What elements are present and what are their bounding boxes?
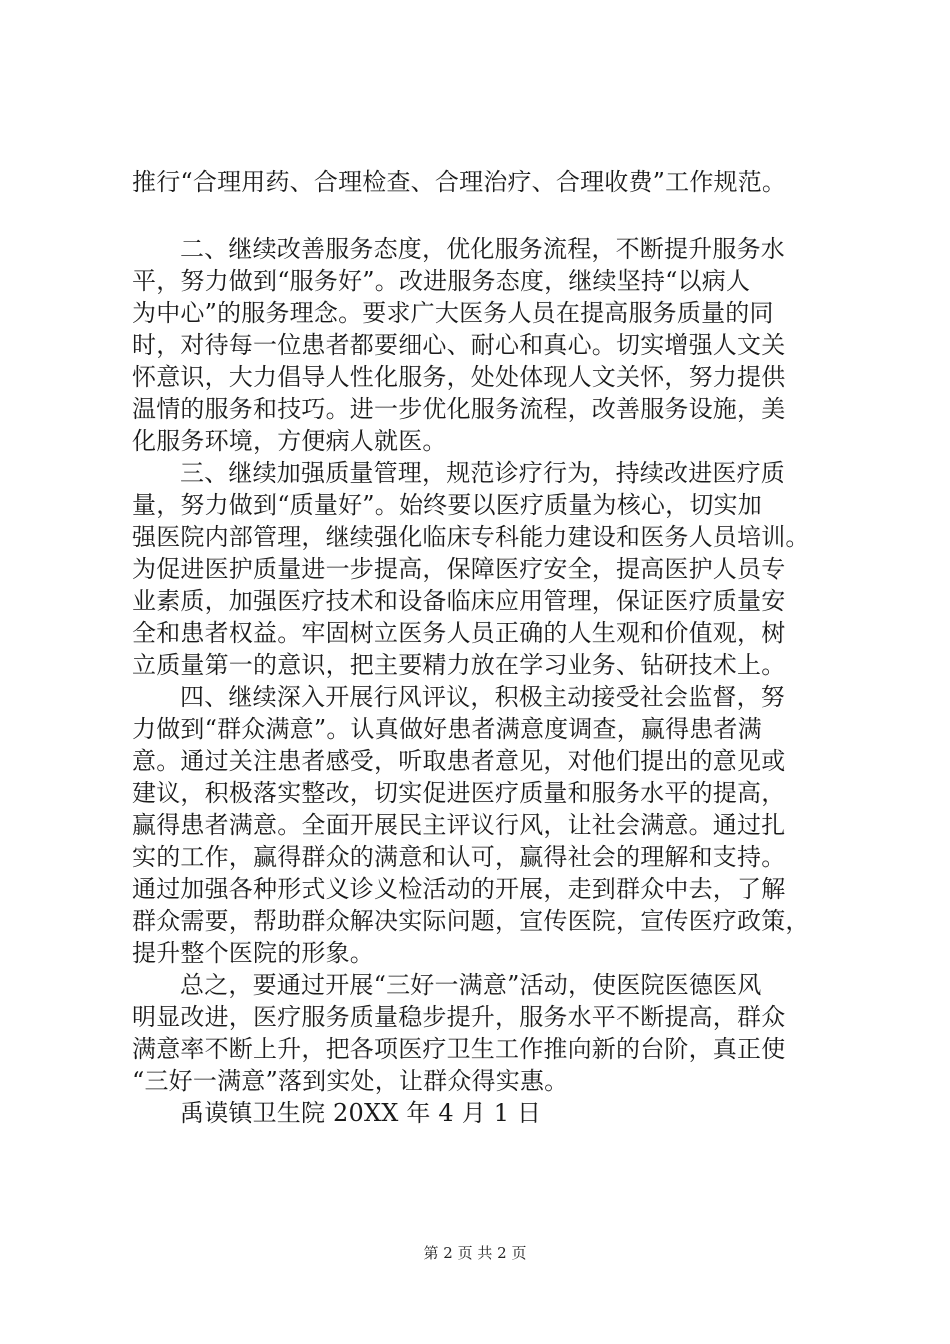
text-line: 赢得患者满意。全面开展民主评议行风，让社会满意。通过扎	[132, 811, 786, 839]
text-line: 量，努力做到“质量好”。始终要以医疗质量为核心，切实加	[132, 491, 762, 519]
text-line: 二、继续改善服务态度，优化服务流程，不断提升服务水	[180, 235, 785, 263]
text-line: 时，对待每一位患者都要细心、耐心和真心。切实增强人文关	[132, 331, 786, 359]
text-line: 意。通过关注患者感受，听取患者意见，对他们提出的意见或	[132, 747, 786, 775]
text-line: 化服务环境，方便病人就医。	[132, 427, 447, 455]
text-line: 为促进医护质量进一步提高，保障医疗安全，提高医护人员专	[132, 555, 786, 583]
text-line: 强医院内部管理，继续强化临床专科能力建设和医务人员培训。	[132, 523, 810, 551]
text-line: 怀意识，大力倡导人性化服务，处处体现人文关怀，努力提供	[132, 363, 786, 391]
signature-line: 禹谟镇卫生院 20XX 年 4 月 1 日	[180, 1099, 542, 1127]
text-line: 为中心”的服务理念。要求广大医务人员在提高服务质量的同	[132, 299, 774, 327]
text-line: 四、继续深入开展行风评议，积极主动接受社会监督，努	[180, 683, 785, 711]
text-line: 全和患者权益。牢固树立医务人员正确的人生观和价值观，树	[132, 619, 786, 647]
text-line: 实的工作，赢得群众的满意和认可，赢得社会的理解和支持。	[132, 843, 786, 871]
text-line: 力做到“群众满意”。认真做好患者满意度调查，赢得患者满	[132, 715, 762, 743]
text-line: 群众需要，帮助群众解决实际问题，宣传医院，宣传医疗政策，	[132, 907, 810, 935]
text-line: 温情的服务和技巧。进一步优化服务流程，改善服务设施，美	[132, 395, 786, 423]
text-line: 业素质，加强医疗技术和设备临床应用管理，保证医疗质量安	[132, 587, 786, 615]
text-line: 建议，积极落实整改，切实促进医疗质量和服务水平的提高，	[132, 779, 786, 807]
text-line: 明显改进，医疗服务质量稳步提升，服务水平不断提高，群众	[132, 1003, 786, 1031]
text-line: 推行“合理用药、合理检查、合理治疗、合理收费”工作规范。	[132, 168, 787, 196]
text-line: 平，努力做到“服务好”。改进服务态度，继续坚持“以病人	[132, 267, 751, 295]
text-line: 三、继续加强质量管理，规范诊疗行为，持续改进医疗质	[180, 459, 785, 487]
text-line: 提升整个医院的形象。	[132, 939, 374, 967]
text-line: 满意率不断上升，把各项医疗卫生工作推向新的台阶，真正使	[132, 1035, 786, 1063]
text-line: 总之，要通过开展“三好一满意”活动，使医院医德医风	[180, 971, 762, 999]
page-number: 第 2 页 共 2 页	[423, 1244, 527, 1262]
text-line: “三好一满意”落到实处，让群众得实惠。	[132, 1067, 569, 1095]
text-line: 立质量第一的意识，把主要精力放在学习业务、钻研技术上。	[132, 651, 786, 679]
text-line: 通过加强各种形式义诊义检活动的开展，走到群众中去，了解	[132, 875, 786, 903]
